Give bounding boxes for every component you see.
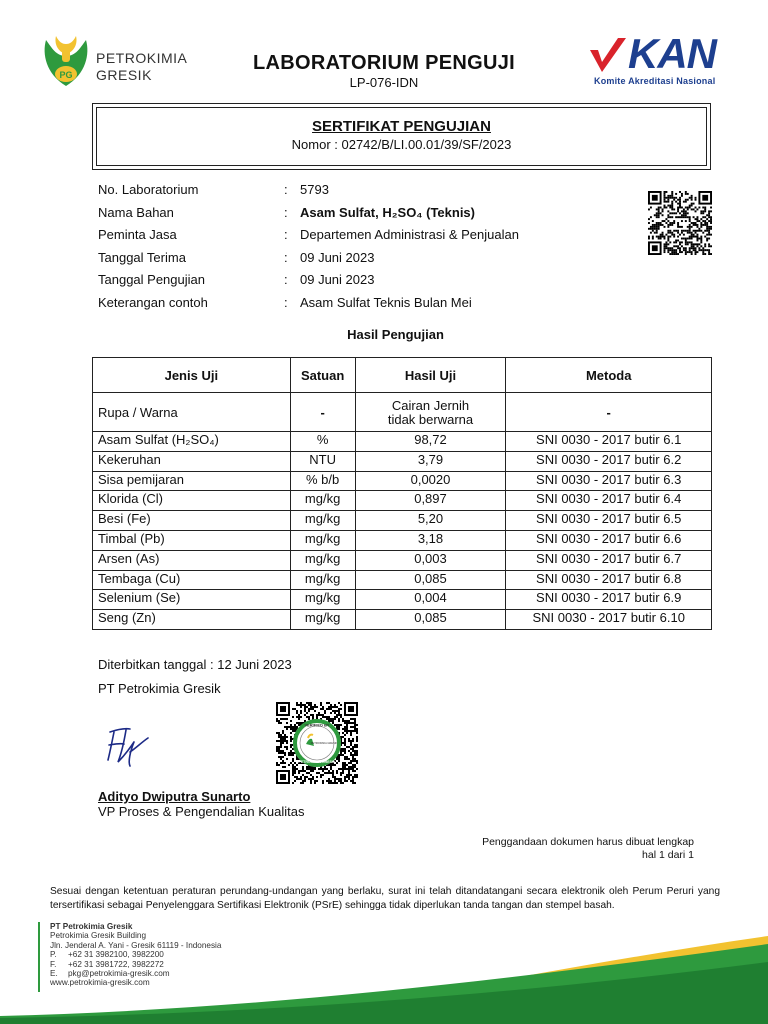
unit: mg/kg (290, 491, 355, 511)
svg-text:PG: PG (59, 70, 73, 80)
result: 0,085 (355, 610, 506, 630)
lab-code: LP-076-IDN (349, 75, 419, 90)
table-header-row (93, 358, 712, 393)
issuing-company: PT Petrokimia Gresik (98, 681, 221, 696)
seal-bottom-text: PETROKIMIA GRESIK (298, 760, 336, 764)
info-row: Nama Bahan : Asam Sulfat, H₂SO₄ (Teknis) (98, 204, 475, 220)
verification-qr-icon[interactable] (274, 702, 360, 784)
info-value: 09 Juni 2023 (300, 249, 375, 265)
table-row (93, 511, 712, 531)
method: SNI 0030 - 2017 butir 6.8 (506, 570, 712, 590)
test-name: Sisa pemijaran (93, 471, 291, 491)
signer-name: Adityo Dwiputra Sunarto (98, 789, 251, 804)
footer-website[interactable]: www.petrokimia-gresik.com (50, 978, 150, 988)
method: SNI 0030 - 2017 butir 6.3 (506, 471, 712, 491)
info-row: Tanggal Terima : 09 Juni 2023 (98, 249, 375, 265)
test-name: Arsen (As) (93, 550, 291, 570)
unit: - (290, 393, 355, 432)
method: SNI 0030 - 2017 butir 6.9 (506, 590, 712, 610)
test-name: Seng (Zn) (93, 610, 291, 630)
footer-phone: P. +62 31 3982100, 3982200 (50, 950, 164, 960)
results-title: Hasil Pengujian (347, 327, 444, 342)
table-row (93, 432, 712, 452)
footer-fax: F. +62 31 3981722, 3982272 (50, 959, 164, 969)
results-table (92, 357, 712, 630)
logo-text-line2: GRESIK (96, 67, 152, 83)
kan-wordmark: KAN (628, 30, 716, 77)
footer-email[interactable]: E. pkg@petrokimia-gresik.com (50, 969, 170, 979)
test-name: Selenium (Se) (93, 590, 291, 610)
signature-icon (100, 712, 160, 772)
result: 98,72 (355, 432, 506, 452)
info-value: 09 Juni 2023 (300, 272, 375, 288)
method: SNI 0030 - 2017 butir 6.7 (506, 550, 712, 570)
lab-title: LABORATORIUM PENGUJI (253, 52, 515, 74)
test-name: Rupa / Warna (93, 393, 291, 432)
kan-subtitle: Komite Akreditasi Nasional (594, 76, 716, 86)
table-row (93, 570, 712, 590)
table-row (93, 491, 712, 511)
column-header: Hasil Uji (355, 358, 506, 393)
unit: mg/kg (290, 610, 355, 630)
unit: % (290, 432, 355, 452)
table-row (93, 393, 712, 432)
footer-accent-bar (38, 922, 40, 992)
column-header: Metoda (506, 358, 712, 393)
method: SNI 0030 - 2017 butir 6.6 (506, 530, 712, 550)
info-row: Tanggal Pengujian : 09 Juni 2023 (98, 272, 375, 288)
method: SNI 0030 - 2017 butir 6.5 (506, 511, 712, 531)
table-row (93, 610, 712, 630)
footer-company: PT Petrokimia Gresik (50, 922, 133, 931)
info-label: Nama Bahan (98, 204, 174, 220)
table-row (93, 590, 712, 610)
column-header: Jenis Uji (93, 358, 291, 393)
logo-text-line1: PETROKIMIA (96, 50, 188, 66)
result: 0,897 (355, 491, 506, 511)
unit: mg/kg (290, 570, 355, 590)
sample-info (98, 182, 558, 318)
info-value: Departemen Administrasi & Penjualan (300, 227, 519, 243)
unit: % b/b (290, 471, 355, 491)
result: 3,18 (355, 530, 506, 550)
table-row (93, 471, 712, 491)
method: - (506, 393, 712, 432)
certificate-title-box (92, 103, 711, 170)
unit: mg/kg (290, 511, 355, 531)
table-row (93, 530, 712, 550)
result: Cairan Jernih tidak berwarna (355, 393, 506, 432)
result: 0,003 (355, 550, 506, 570)
unit: mg/kg (290, 530, 355, 550)
info-row: Keterangan contoh : Asam Sulfat Teknis Bulan Mei (98, 294, 472, 310)
info-label: Keterangan contoh (98, 294, 208, 310)
certificate-number: Nomor : 02742/B/LI.00.01/39/SF/2023 (291, 137, 512, 152)
info-value: Asam Sulfat, H₂SO₄ (Teknis) (300, 204, 475, 220)
unit: NTU (290, 451, 355, 471)
unit: mg/kg (290, 550, 355, 570)
signer-title: VP Proses & Pengendalian Kualitas (98, 804, 305, 819)
info-label: No. Laboratorium (98, 182, 199, 197)
result: 5,20 (355, 511, 506, 531)
info-label: Tanggal Terima (98, 249, 186, 265)
issued-date: Diterbitkan tanggal : 12 Juni 2023 (98, 657, 292, 672)
info-label: Tanggal Pengujian (98, 272, 205, 288)
result: 0,0020 (355, 471, 506, 491)
footer-building: Petrokimia Gresik Building (50, 931, 147, 941)
table-row (93, 451, 712, 471)
qr-code-icon[interactable] (647, 191, 713, 255)
footer-contact (50, 922, 221, 988)
test-name: Tembaga (Cu) (93, 570, 291, 590)
copy-note: Penggandaan dokumen harus dibuat lengkap hal 1 dari 1 (482, 836, 694, 861)
test-name: Klorida (Cl) (93, 491, 291, 511)
seal-top-text: VERIFIED BY (304, 722, 330, 728)
unit: mg/kg (290, 590, 355, 610)
result: 3,79 (355, 451, 506, 471)
kan-logo (588, 30, 728, 92)
info-row: No. Laboratorium : 5793 (98, 182, 329, 197)
column-header: Satuan (290, 358, 355, 393)
method: SNI 0030 - 2017 butir 6.2 (506, 451, 712, 471)
table-row (93, 550, 712, 570)
method: SNI 0030 - 2017 butir 6.1 (506, 432, 712, 452)
method: SNI 0030 - 2017 butir 6.4 (506, 491, 712, 511)
test-name: Kekeruhan (93, 451, 291, 471)
info-value: 5793 (300, 182, 329, 197)
test-name: Asam Sulfat (H₂SO₄) (93, 432, 291, 452)
info-row: Peminta Jasa : Departemen Administrasi & Penjualan (98, 227, 519, 243)
legal-notice: Sesuai dengan ketentuan peraturan perundang-undangan yang berlaku, surat ini telah ditandatangani secara elektronik oleh Perum Peruri yang tersertifikasi sebagai Penyelenggara Sertifikasi Elektronik (PSrE) sehingga tidak diperlukan tanda tangan dan stempel basah. (50, 886, 720, 911)
info-value: Asam Sulfat Teknis Bulan Mei (300, 294, 472, 310)
method: SNI 0030 - 2017 butir 6.10 (506, 610, 712, 630)
result: 0,085 (355, 570, 506, 590)
info-label: Peminta Jasa (98, 227, 177, 243)
footer-address: Jln. Jenderal A. Yani - Gresik 61119 - Indonesia (50, 940, 222, 950)
seal-mid-text: PETROKIMIA GRESIK (310, 742, 338, 745)
test-name: Timbal (Pb) (93, 530, 291, 550)
result: 0,004 (355, 590, 506, 610)
certificate-title: SERTIFIKAT PENGUJIAN (312, 118, 491, 135)
test-name: Besi (Fe) (93, 511, 291, 531)
